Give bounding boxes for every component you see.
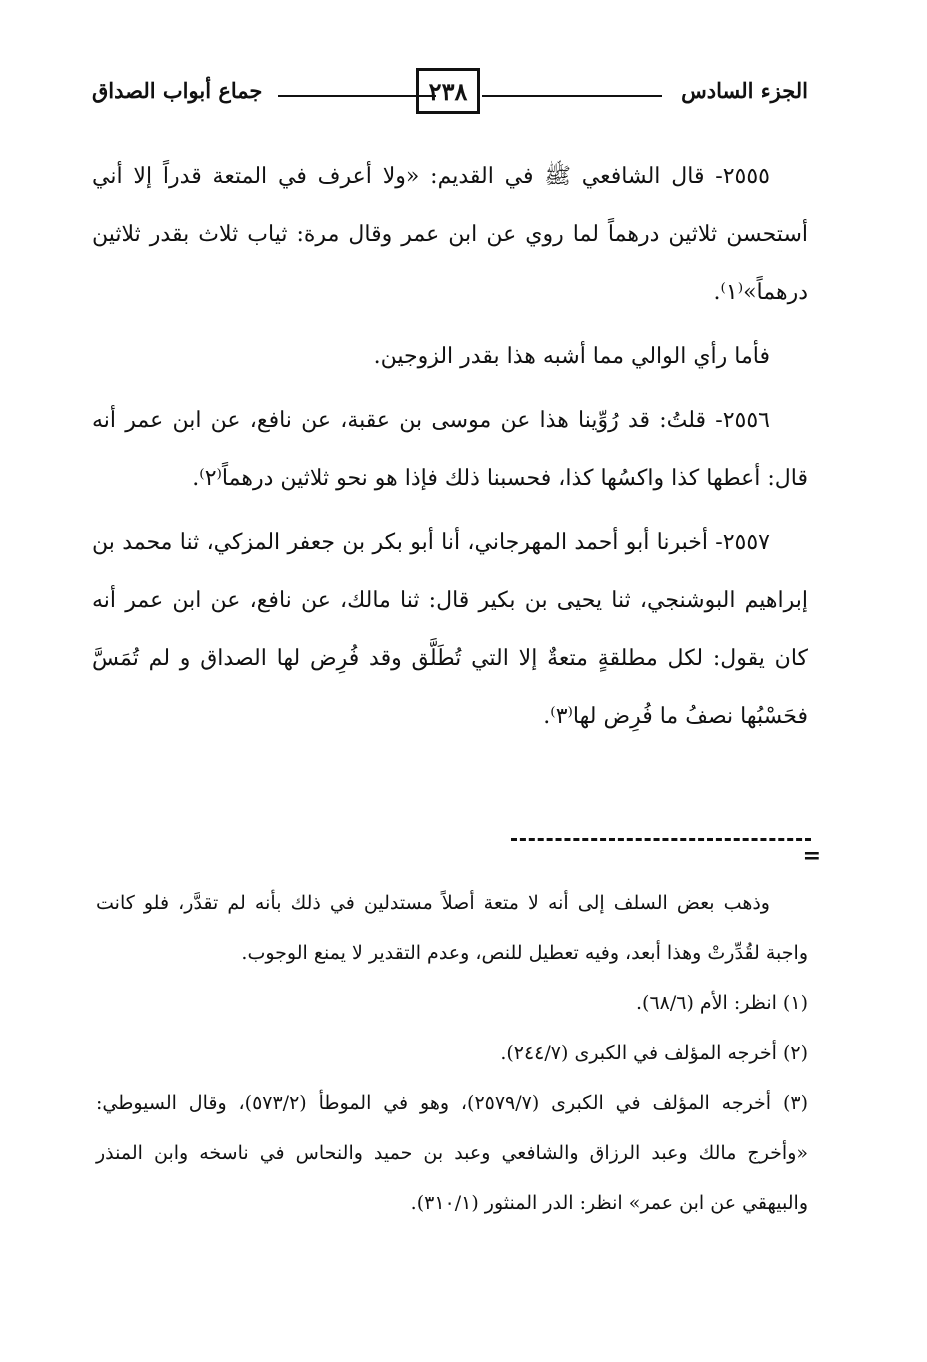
footnote-2: (٢) أخرجه المؤلف في الكبرى (٢٤٤/٧).	[500, 1042, 808, 1064]
volume-label: الجزء السادس	[681, 78, 808, 103]
paragraph-2556: ٢٥٥٦- قلتُ: قد رُوِّينا هذا عن موسى بن عقبة، عن نافع، عن ابن عمر أنه قال: أعطها كذا واكسُها كذا، فحسبنا ذلك فإذا هو نحو ثلاثين درهماً⁽٢⁾.	[92, 408, 808, 491]
page-number: ٢٣٨	[416, 68, 480, 114]
footnote-1: (١) انظر: الأم (٦٨/٦).	[636, 992, 808, 1014]
footnote-continuation: وذهب بعض السلف إلى أنه لا متعة أصلاً مستدلين في ذلك بأنه لم تقدَّر، فلو كانت واجبة لقُدِّرتْ وهذا أبعد، وفيه تعطيل للنص، وعدم التقدير لا يمنع الوجوب.	[96, 892, 808, 964]
header-rule-right	[482, 95, 662, 97]
chapter-title: جماع أبواب الصداق	[92, 78, 263, 103]
footnote-separator	[511, 838, 811, 841]
footnote-continue-mark: =	[802, 843, 821, 869]
running-header	[92, 66, 808, 128]
paragraph-commentary: فأما رأي الوالي مما أشبه هذا بقدر الزوجين.	[373, 344, 770, 369]
header-rule-left	[278, 95, 436, 97]
footnote-3: (٣) أخرجه المؤلف في الكبرى (٢٥٧٩/٧)، وهو في الموطأ (٥٧٣/٢)، وقال السيوطي: «وأخرج مالك وعبد الرزاق والشافعي وعبد بن حميد والنحاس في ناسخه وابن المنذر والبيهقي عن ابن عمر» انظر: الدر المنثور (٣١٠/١).	[96, 1092, 809, 1214]
paragraph-2557: ٢٥٥٧- أخبرنا أبو أحمد المهرجاني، أنا أبو بكر بن جعفر المزكي، ثنا محمد بن إبراهيم البوشنجي، ثنا يحيى بن بكير قال: ثنا مالك، عن نافع، عن ابن عمر أنه كان يقول: لكل مطلقةٍ متعةٌ إلا التي تُطَلَّق وقد فُرِض لها الصداق و لم تُمَسَّ فحَسْبُها نصفُ ما فُرِض لها⁽٣⁾.	[92, 530, 808, 729]
footnotes	[96, 878, 808, 1228]
main-text	[92, 148, 808, 752]
paragraph-2555: ٢٥٥٥- قال الشافعي ﷺ في القديم: «ولا أعرف في المتعة قدراً إلا أني أستحسن ثلاثين درهماً لما روي عن ابن عمر وقال مرة: ثياب ثلاث بقدر ثلاثين درهماً»⁽١⁾.	[92, 164, 808, 305]
